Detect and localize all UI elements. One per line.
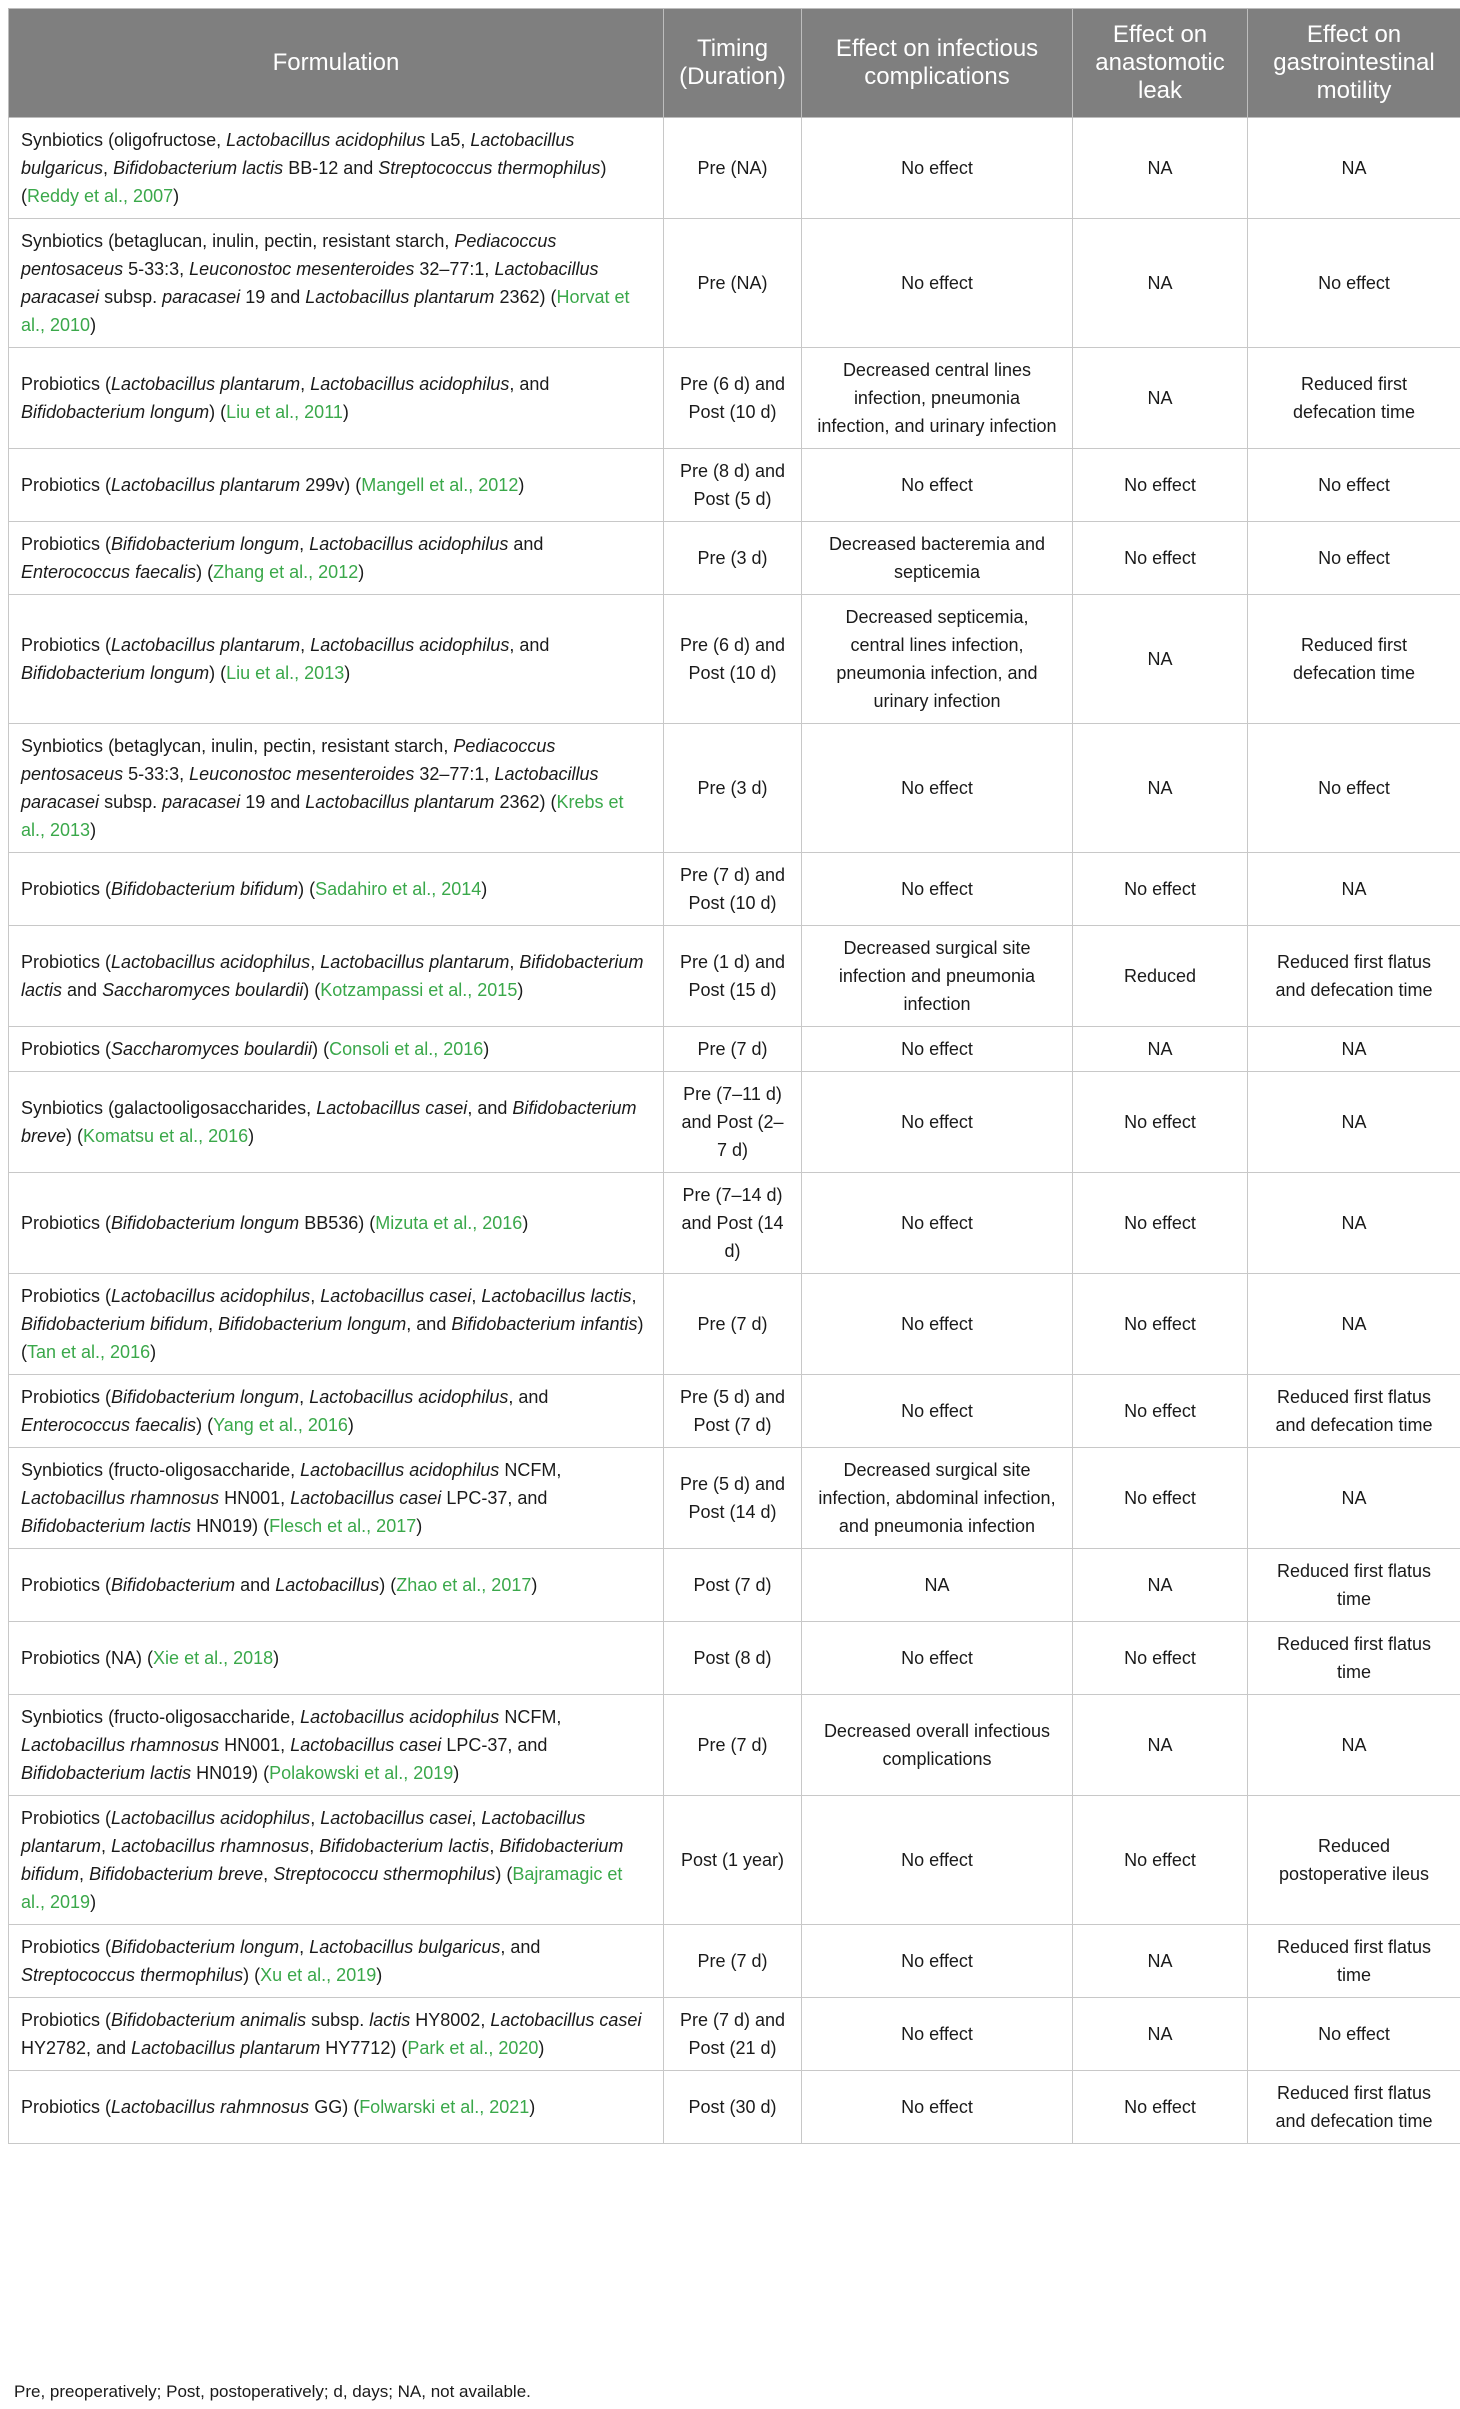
cell-infectious: No effect [802,1375,1073,1448]
cell-timing: Post (8 d) [664,1622,802,1695]
cell-motility: NA [1248,1173,1460,1274]
cell-infectious: No effect [802,118,1073,219]
cell-motility: NA [1248,118,1460,219]
cell-motility: NA [1248,1027,1460,1072]
cell-infectious: No effect [802,1925,1073,1998]
cell-formulation: Probiotics (Lactobacillus acidophilus, Lactobacillus casei, Lactobacillus lactis, Bifidobacterium bifidum, Bifidobacterium longum, and Bifidobacterium infantis) (Tan et al., 2016) [9,1274,664,1375]
cell-leak: No effect [1073,449,1248,522]
cell-timing: Pre (5 d) and Post (7 d) [664,1375,802,1448]
citation-link[interactable]: Folwarski et al., 2021 [359,2097,530,2117]
cell-timing: Pre (7 d) and Post (10 d) [664,853,802,926]
cell-leak: NA [1073,1998,1248,2071]
formulation-text: Probiotics (Bifidobacterium longum, Lactobacillus acidophilus, and Enterococcus faecalis) [21,1387,549,1435]
citation-link[interactable]: Park et al., 2020 [407,2038,539,2058]
cell-formulation: Probiotics (Bifidobacterium longum, Lactobacillus bulgaricus, and Streptococcus thermophilus) (Xu et al., 2019) [9,1925,664,1998]
cell-leak: No effect [1073,1274,1248,1375]
cell-leak: NA [1073,1549,1248,1622]
cell-formulation: Probiotics (Lactobacillus acidophilus, Lactobacillus casei, Lactobacillus plantarum, Lactobacillus rhamnosus, Bifidobacterium lactis, Bifidobacterium bifidum, Bifidobacterium breve, Streptococcu sthermophilus) (Bajramagic et al., 2019) [9,1796,664,1925]
table-row [9,1448,1460,1549]
cell-infectious: Decreased surgical site infection and pneumonia infection [802,926,1073,1027]
table-row [9,219,1460,348]
citation-link[interactable]: Mangell et al., 2012 [361,475,519,495]
cell-leak: NA [1073,1027,1248,1072]
cell-leak: Reduced [1073,926,1248,1027]
cell-leak: No effect [1073,1072,1248,1173]
cell-infectious: No effect [802,219,1073,348]
formulation-text: Synbiotics (betaglucan, inulin, pectin, resistant starch, Pediacoccus pentosaceus 5-33:3, Leuconostoc mesenteroides 32–77:1, Lactobacillus paracasei subsp. paracasei 19 and Lactobacillus plantarum 2362) [21,231,599,307]
citation-link[interactable]: Komatsu et al., 2016 [83,1126,249,1146]
study-table [8,8,1460,2144]
table-row [9,1375,1460,1448]
citation-link[interactable]: Liu et al., 2011 [226,402,343,422]
formulation-text: Probiotics (Bifidobacterium and Lactobacillus) [21,1575,386,1595]
formulation-text: Probiotics (Lactobacillus acidophilus, Lactobacillus plantarum, Bifidobacterium lactis and Saccharomyces boulardii) [21,952,644,1000]
cell-infectious: No effect [802,1622,1073,1695]
formulation-text: Probiotics (Lactobacillus acidophilus, Lactobacillus casei, Lactobacillus lactis, Bifidobacterium bifidum, Bifidobacterium longum, and Bifidobacterium infantis) [21,1286,644,1334]
cell-timing: Pre (7 d) and Post (21 d) [664,1998,802,2071]
citation-link[interactable]: Zhang et al., 2012 [213,562,359,582]
formulation-text: Probiotics (Lactobacillus acidophilus, Lactobacillus casei, Lactobacillus plantarum, Lactobacillus rhamnosus, Bifidobacterium lactis, Bifidobacterium bifidum, Bifidobacterium breve, Streptococcu sthermophilus) [21,1808,624,1884]
cell-infectious: Decreased surgical site infection, abdominal infection, and pneumonia infection [802,1448,1073,1549]
cell-formulation: Probiotics (Bifidobacterium longum, Lactobacillus acidophilus, and Enterococcus faecalis) (Yang et al., 2016) [9,1375,664,1448]
cell-leak: No effect [1073,1622,1248,1695]
cell-leak: No effect [1073,1796,1248,1925]
cell-formulation: Probiotics (Lactobacillus rahmnosus GG) (Folwarski et al., 2021) [9,2071,664,2144]
cell-timing: Pre (NA) [664,118,802,219]
table-row [9,2071,1460,2144]
cell-timing: Pre (7 d) [664,1027,802,1072]
cell-motility: Reduced first flatus time [1248,1622,1460,1695]
cell-motility: No effect [1248,449,1460,522]
cell-infectious: NA [802,1549,1073,1622]
citation-link[interactable]: Horvat et al., 2010 [21,287,630,335]
cell-infectious: Decreased bacteremia and septicemia [802,522,1073,595]
cell-timing: Pre (8 d) and Post (5 d) [664,449,802,522]
table-row [9,595,1460,724]
citation-link[interactable]: Xu et al., 2019 [260,1965,377,1985]
cell-motility: No effect [1248,219,1460,348]
cell-timing: Pre (7 d) [664,1274,802,1375]
cell-infectious: No effect [802,1796,1073,1925]
cell-formulation: Probiotics (Lactobacillus plantarum 299v) (Mangell et al., 2012) [9,449,664,522]
cell-formulation: Probiotics (NA) (Xie et al., 2018) [9,1622,664,1695]
citation-link[interactable]: Sadahiro et al., 2014 [315,879,482,899]
cell-formulation: Probiotics (Saccharomyces boulardii) (Consoli et al., 2016) [9,1027,664,1072]
cell-infectious: No effect [802,724,1073,853]
cell-formulation: Probiotics (Lactobacillus plantarum, Lactobacillus acidophilus, and Bifidobacterium longum) (Liu et al., 2011) [9,348,664,449]
cell-formulation: Synbiotics (betaglucan, inulin, pectin, resistant starch, Pediacoccus pentosaceus 5-33:3, Leuconostoc mesenteroides 32–77:1, Lactobacillus paracasei subsp. paracasei 19 and Lactobacillus plantarum 2362) (Horvat et al., 2010) [9,219,664,348]
formulation-text: Probiotics (Saccharomyces boulardii) [21,1039,319,1059]
cell-motility: NA [1248,1695,1460,1796]
table-body [9,118,1460,2144]
table-row [9,1925,1460,1998]
cell-timing: Pre (NA) [664,219,802,348]
cell-motility: NA [1248,1072,1460,1173]
cell-timing: Pre (1 d) and Post (15 d) [664,926,802,1027]
cell-infectious: Decreased overall infectious complications [802,1695,1073,1796]
table-row [9,1796,1460,1925]
cell-formulation: Probiotics (Bifidobacterium and Lactobacillus) (Zhao et al., 2017) [9,1549,664,1622]
citation-link[interactable]: Krebs et al., 2013 [21,792,624,840]
cell-infectious: No effect [802,1027,1073,1072]
formulation-text: Probiotics (Bifidobacterium longum BB536) [21,1213,365,1233]
formulation-text: Synbiotics (betaglycan, inulin, pectin, resistant starch, Pediacoccus pentosaceus 5-33:3, Leuconostoc mesenteroides 32–77:1, Lactobacillus paracasei subsp. paracasei 19 and Lactobacillus plantarum 2362) [21,736,599,812]
cell-leak: NA [1073,595,1248,724]
formulation-text: Probiotics (Lactobacillus plantarum, Lactobacillus acidophilus, and Bifidobacterium longum) [21,635,550,683]
cell-motility: Reduced first defecation time [1248,348,1460,449]
cell-timing: Pre (7–11 d) and Post (2–7 d) [664,1072,802,1173]
header-motility: Effect on gastrointestinal motility [1248,9,1460,118]
table-row [9,1027,1460,1072]
cell-leak: No effect [1073,853,1248,926]
table-row [9,348,1460,449]
cell-formulation: Probiotics (Lactobacillus acidophilus, Lactobacillus plantarum, Bifidobacterium lactis and Saccharomyces boulardii) (Kotzampassi et al., 2015) [9,926,664,1027]
cell-formulation: Synbiotics (oligofructose, Lactobacillus acidophilus La5, Lactobacillus bulgaricus, Bifidobacterium lactis BB-12 and Streptococcus thermophilus) (Reddy et al., 2007) [9,118,664,219]
cell-infectious: No effect [802,449,1073,522]
cell-timing: Pre (3 d) [664,724,802,853]
cell-formulation: Probiotics (Lactobacillus plantarum, Lactobacillus acidophilus, and Bifidobacterium longum) (Liu et al., 2013) [9,595,664,724]
cell-timing: Post (30 d) [664,2071,802,2144]
cell-motility: No effect [1248,724,1460,853]
cell-leak: No effect [1073,2071,1248,2144]
table-row [9,724,1460,853]
cell-timing: Pre (7–14 d) and Post (14 d) [664,1173,802,1274]
cell-infectious: Decreased central lines infection, pneumonia infection, and urinary infection [802,348,1073,449]
cell-infectious: No effect [802,1173,1073,1274]
cell-timing: Pre (6 d) and Post (10 d) [664,348,802,449]
citation-link[interactable]: Zhao et al., 2017 [396,1575,532,1595]
cell-infectious: No effect [802,1274,1073,1375]
citation-link[interactable]: Reddy et al., 2007 [27,186,174,206]
cell-motility: NA [1248,1274,1460,1375]
table-container [8,8,1460,2144]
citation-link[interactable]: Yang et al., 2016 [213,1415,348,1435]
formulation-text: Probiotics (NA) [21,1648,143,1668]
cell-formulation: Probiotics (Bifidobacterium bifidum) (Sadahiro et al., 2014) [9,853,664,926]
table-row [9,1549,1460,1622]
cell-motility: NA [1248,853,1460,926]
header-timing: Timing (Duration) [664,9,802,118]
cell-formulation: Synbiotics (fructo-oligosaccharide, Lactobacillus acidophilus NCFM, Lactobacillus rhamnosus HN001, Lactobacillus casei LPC-37, and Bifidobacterium lactis HN019) (Polakowski et al., 2019) [9,1695,664,1796]
cell-motility: Reduced first flatus and defecation time [1248,1375,1460,1448]
cell-timing: Pre (7 d) [664,1925,802,1998]
formulation-text: Probiotics (Bifidobacterium bifidum) [21,879,305,899]
cell-timing: Pre (7 d) [664,1695,802,1796]
cell-motility: Reduced first flatus and defecation time [1248,926,1460,1027]
cell-leak: No effect [1073,1448,1248,1549]
table-row [9,522,1460,595]
citation-link[interactable]: Kotzampassi et al., 2015 [320,980,518,1000]
cell-motility: NA [1248,1448,1460,1549]
cell-timing: Pre (3 d) [664,522,802,595]
table-row [9,1695,1460,1796]
citation-link[interactable]: Flesch et al., 2017 [269,1516,417,1536]
cell-timing: Pre (6 d) and Post (10 d) [664,595,802,724]
table-row [9,853,1460,926]
cell-leak: NA [1073,118,1248,219]
cell-infectious: No effect [802,1072,1073,1173]
cell-infectious: No effect [802,2071,1073,2144]
cell-formulation: Synbiotics (fructo-oligosaccharide, Lactobacillus acidophilus NCFM, Lactobacillus rhamnosus HN001, Lactobacillus casei LPC-37, and Bifidobacterium lactis HN019) (Flesch et al., 2017) [9,1448,664,1549]
cell-infectious: No effect [802,853,1073,926]
table-row [9,1998,1460,2071]
cell-leak: NA [1073,348,1248,449]
formulation-text: Synbiotics (fructo-oligosaccharide, Lactobacillus acidophilus NCFM, Lactobacillus rhamnosus HN001, Lactobacillus casei LPC-37, and Bifidobacterium lactis HN019) [21,1707,562,1783]
cell-infectious: No effect [802,1998,1073,2071]
cell-motility: Reduced first flatus and defecation time [1248,2071,1460,2144]
formulation-text: Synbiotics (fructo-oligosaccharide, Lactobacillus acidophilus NCFM, Lactobacillus rhamnosus HN001, Lactobacillus casei LPC-37, and Bifidobacterium lactis HN019) [21,1460,562,1536]
cell-leak: NA [1073,1925,1248,1998]
cell-leak: NA [1073,724,1248,853]
cell-timing: Pre (5 d) and Post (14 d) [664,1448,802,1549]
cell-timing: Post (7 d) [664,1549,802,1622]
citation-link[interactable]: Tan et al., 2016 [27,1342,151,1362]
table-row [9,1622,1460,1695]
table-row [9,926,1460,1027]
cell-motility: Reduced first flatus time [1248,1925,1460,1998]
cell-formulation: Synbiotics (galactooligosaccharides, Lactobacillus casei, and Bifidobacterium breve) (Komatsu et al., 2016) [9,1072,664,1173]
cell-formulation: Synbiotics (betaglycan, inulin, pectin, resistant starch, Pediacoccus pentosaceus 5-33:3, Leuconostoc mesenteroides 32–77:1, Lactobacillus paracasei subsp. paracasei 19 and Lactobacillus plantarum 2362) (Krebs et al., 2013) [9,724,664,853]
cell-leak: No effect [1073,1375,1248,1448]
citation-link[interactable]: Xie et al., 2018 [153,1648,274,1668]
citation-link[interactable]: Liu et al., 2013 [226,663,345,683]
table-row [9,118,1460,219]
formulation-text: Probiotics (Bifidobacterium longum, Lactobacillus bulgaricus, and Streptococcus thermophilus) [21,1937,541,1985]
table-row [9,1173,1460,1274]
cell-timing: Post (1 year) [664,1796,802,1925]
cell-motility: Reduced first flatus time [1248,1549,1460,1622]
cell-formulation: Probiotics (Bifidobacterium animalis subsp. lactis HY8002, Lactobacillus casei HY2782, and Lactobacillus plantarum HY7712) (Park et al., 2020) [9,1998,664,2071]
cell-leak: No effect [1073,1173,1248,1274]
table-footnote: Pre, preoperatively; Post, postoperatively; d, days; NA, not available. [14,2382,531,2401]
cell-leak: NA [1073,219,1248,348]
cell-leak: NA [1073,1695,1248,1796]
cell-formulation: Probiotics (Bifidobacterium longum, Lactobacillus acidophilus and Enterococcus faecalis) (Zhang et al., 2012) [9,522,664,595]
table-row [9,1072,1460,1173]
table-row [9,449,1460,522]
formulation-text: Probiotics (Bifidobacterium longum, Lactobacillus acidophilus and Enterococcus faecalis) [21,534,544,582]
formulation-text: Probiotics (Lactobacillus rahmnosus GG) [21,2097,349,2117]
citation-link[interactable]: Polakowski et al., 2019 [269,1763,454,1783]
formulation-text: Probiotics (Lactobacillus plantarum, Lactobacillus acidophilus, and Bifidobacterium longum) [21,374,550,422]
table-row [9,1274,1460,1375]
cell-motility: No effect [1248,522,1460,595]
cell-motility: Reduced first defecation time [1248,595,1460,724]
formulation-text: Probiotics (Bifidobacterium animalis subsp. lactis HY8002, Lactobacillus casei HY2782, and Lactobacillus plantarum HY7712) [21,2010,642,2058]
citation-link[interactable]: Bajramagic et al., 2019 [21,1864,623,1912]
header-leak: Effect on anastomotic leak [1073,9,1248,118]
table-header [9,9,1460,118]
cell-motility: Reduced postoperative ileus [1248,1796,1460,1925]
formulation-text: Synbiotics (galactooligosaccharides, Lactobacillus casei, and Bifidobacterium breve) [21,1098,637,1146]
cell-formulation: Probiotics (Bifidobacterium longum BB536) (Mizuta et al., 2016) [9,1173,664,1274]
header-infectious: Effect on infectious complications [802,9,1073,118]
formulation-text: Probiotics (Lactobacillus plantarum 299v) [21,475,351,495]
cell-infectious: Decreased septicemia, central lines infection, pneumonia infection, and urinary infection [802,595,1073,724]
cell-motility: No effect [1248,1998,1460,2071]
formulation-text: Synbiotics (oligofructose, Lactobacillus acidophilus La5, Lactobacillus bulgaricus, Bifidobacterium lactis BB-12 and Streptococcus thermophilus) [21,130,607,178]
cell-leak: No effect [1073,522,1248,595]
header-formulation: Formulation [9,9,664,118]
citation-link[interactable]: Consoli et al., 2016 [329,1039,484,1059]
citation-link[interactable]: Mizuta et al., 2016 [375,1213,523,1233]
